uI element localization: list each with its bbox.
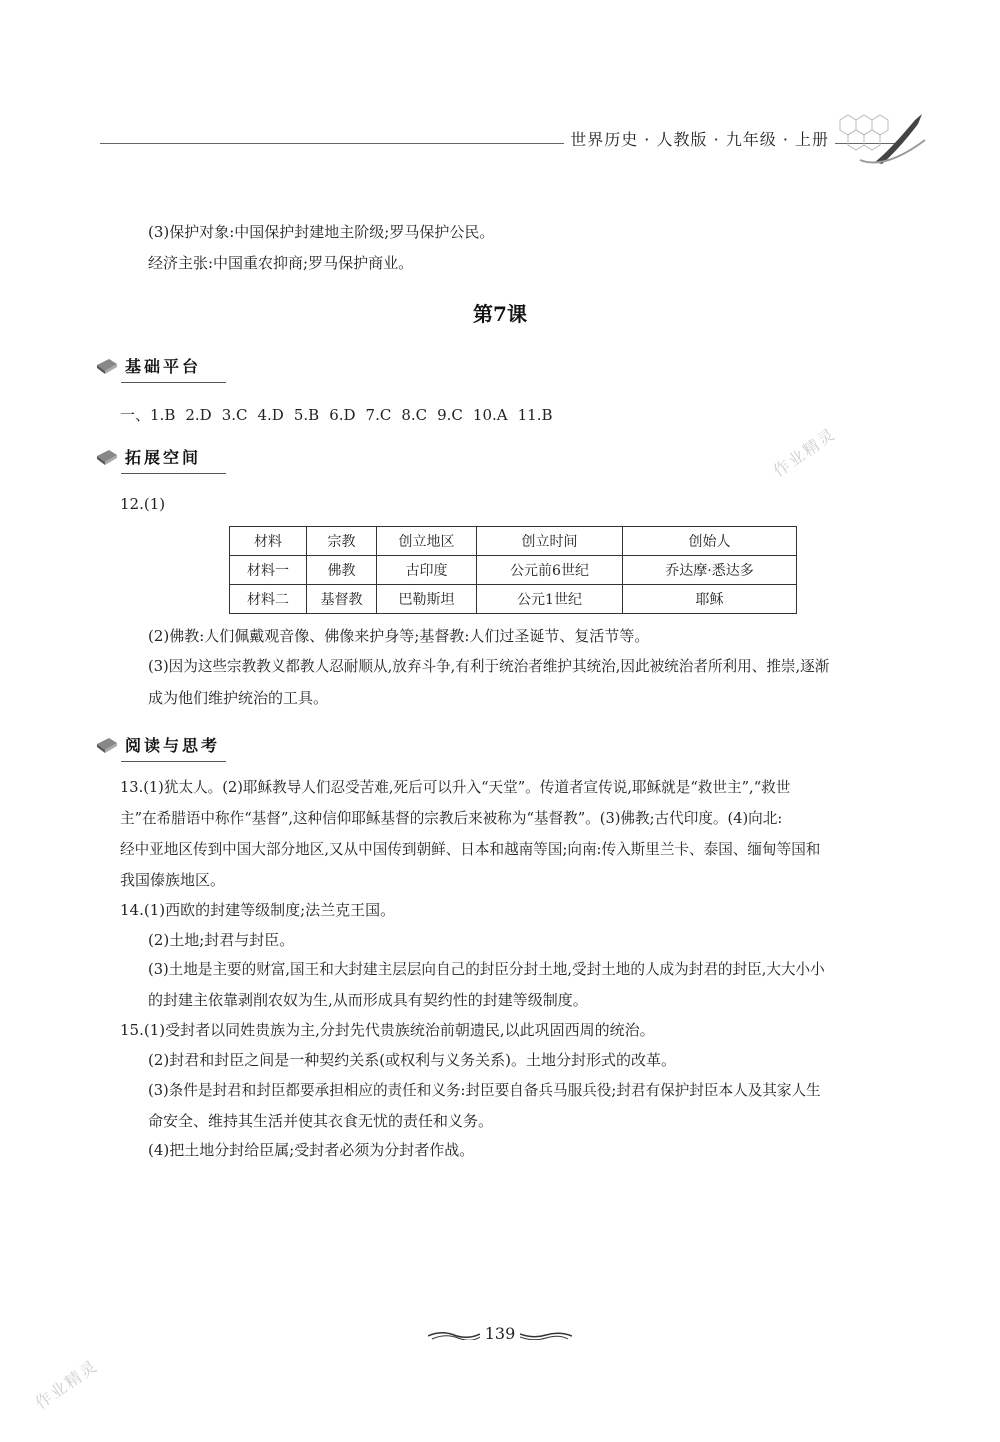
answer-item: 1.B [150, 406, 176, 424]
table-header-cell: 宗教 [307, 527, 377, 556]
table-cell: 乔达摩·悉达多 [623, 556, 797, 585]
religion-table [229, 526, 797, 614]
table-header-cell: 创立时间 [477, 527, 623, 556]
answer-item: 7.C [365, 406, 392, 424]
running-header: 世界历史 · 人教版 · 九年级 · 上册 [564, 127, 835, 150]
book-icon [95, 448, 119, 466]
intro-line: 经济主张:中国重农抑商;罗马保护商业。 [148, 254, 414, 272]
honeycomb-pen-icon [830, 100, 940, 170]
table-cell: 公元1世纪 [477, 585, 623, 614]
q15-line: (2)封君和封臣之间是一种契约关系(或权利与义务关系)。土地分封形式的改革。 [148, 1051, 676, 1069]
watermark: 作业精灵 [769, 423, 840, 481]
answer-item: 4.D [257, 406, 284, 424]
table-header-cell: 创立地区 [377, 527, 477, 556]
table-cell: 巴勒斯坦 [377, 585, 477, 614]
answer-prefix: 一、 [120, 406, 151, 424]
q13-line: 13.(1)犹太人。(2)耶稣教导人们忍受苦难,死后可以升入“天堂”。传道者宣传说,耶稣就是“救世主”,“救世 [120, 779, 791, 796]
table-cell: 古印度 [377, 556, 477, 585]
q14-line: 的封建主依靠剥削农奴为生,从而形成具有契约性的封建等级制度。 [148, 991, 588, 1009]
table-header-cell: 材料 [230, 527, 307, 556]
answer-item: 8.C [401, 406, 428, 424]
table-header-row [230, 527, 797, 556]
table-cell: 公元前6世纪 [477, 556, 623, 585]
section-basic [95, 354, 201, 377]
section-read [95, 733, 220, 756]
wave-left-icon [428, 1330, 480, 1340]
table-row [230, 585, 797, 614]
answer-item: 5.B [293, 406, 320, 424]
answer-item: 10.A [472, 406, 508, 424]
table-cell: 基督教 [307, 585, 377, 614]
table-cell: 材料二 [230, 585, 307, 614]
q15-line: 15.(1)受封者以同姓贵族为主,分封先代贵族统治前朝遗民,以此巩固西周的统治。 [120, 1021, 655, 1039]
watermark: 作业精灵 [31, 1355, 102, 1413]
answer-item: 3.C [221, 406, 248, 424]
section-title: 阅读与思考 [125, 736, 221, 755]
book-icon [95, 736, 119, 754]
lesson-title: 第7课 [473, 302, 527, 326]
table-header-cell: 创始人 [623, 527, 797, 556]
answer-item: 9.C [437, 406, 463, 424]
table-cell: 佛教 [307, 556, 377, 585]
q15-line: 命安全、维持其生活并使其衣食无忧的责任和义务。 [148, 1112, 494, 1130]
q12-line: (2)佛教:人们佩戴观音像、佛像来护身等;基督教:人们过圣诞节、复活节等。 [148, 627, 650, 645]
q12-line: (3)因为这些宗教教义都教人忍耐顺从,放弃斗争,有利于统治者维护其统治,因此被统治者所利用、推崇,逐渐 [148, 658, 830, 675]
book-icon [95, 357, 119, 375]
q13-line: 经中亚地区传到中国大部分地区,又从中国传到朝鲜、日本和越南等国;向南:传入斯里兰卡、泰国、缅甸等国和 [120, 841, 821, 858]
table-row [230, 556, 797, 585]
section-title: 拓展空间 [125, 448, 202, 467]
q15-line: (4)把土地分封给臣属;受封者必须为分封者作战。 [148, 1141, 475, 1159]
section-extend [95, 445, 201, 468]
answer-item: 6.D [329, 406, 356, 424]
q14-line: (3)土地是主要的财富,国王和大封建主层层向自己的封臣分封土地,受封土地的人成为封君的封臣,大大小小 [148, 961, 825, 978]
q14-line: (2)土地;封君与封臣。 [148, 931, 295, 949]
section-title: 基础平台 [125, 357, 202, 376]
wave-right-icon [520, 1330, 572, 1340]
page-number [0, 1324, 1000, 1343]
table-cell: 材料一 [230, 556, 307, 585]
table-cell: 耶稣 [623, 585, 797, 614]
answer-item: 2.D [185, 406, 212, 424]
q12-label: 12.(1) [120, 495, 166, 513]
q14-line: 14.(1)西欧的封建等级制度;法兰克王国。 [120, 901, 396, 919]
q13-line: 我国傣族地区。 [120, 871, 226, 889]
q12-line: 成为他们维护统治的工具。 [148, 689, 329, 707]
q13-line: 主”在希腊语中称作“基督”,这种信仰耶稣基督的宗教后来被称为“基督教”。(3)佛教;古代印度。(4)向北: [120, 810, 783, 827]
answer-item: 11.B [517, 406, 553, 424]
q15-line: (3)条件是封君和封臣都要承担相应的责任和义务:封臣要自备兵马服兵役;封君有保护封臣本人及其家人生 [148, 1082, 821, 1099]
answer-row [120, 404, 563, 425]
intro-line: (3)保护对象:中国保护封建地主阶级;罗马保护公民。 [148, 223, 495, 241]
page-number-text: 139 [484, 1324, 516, 1343]
